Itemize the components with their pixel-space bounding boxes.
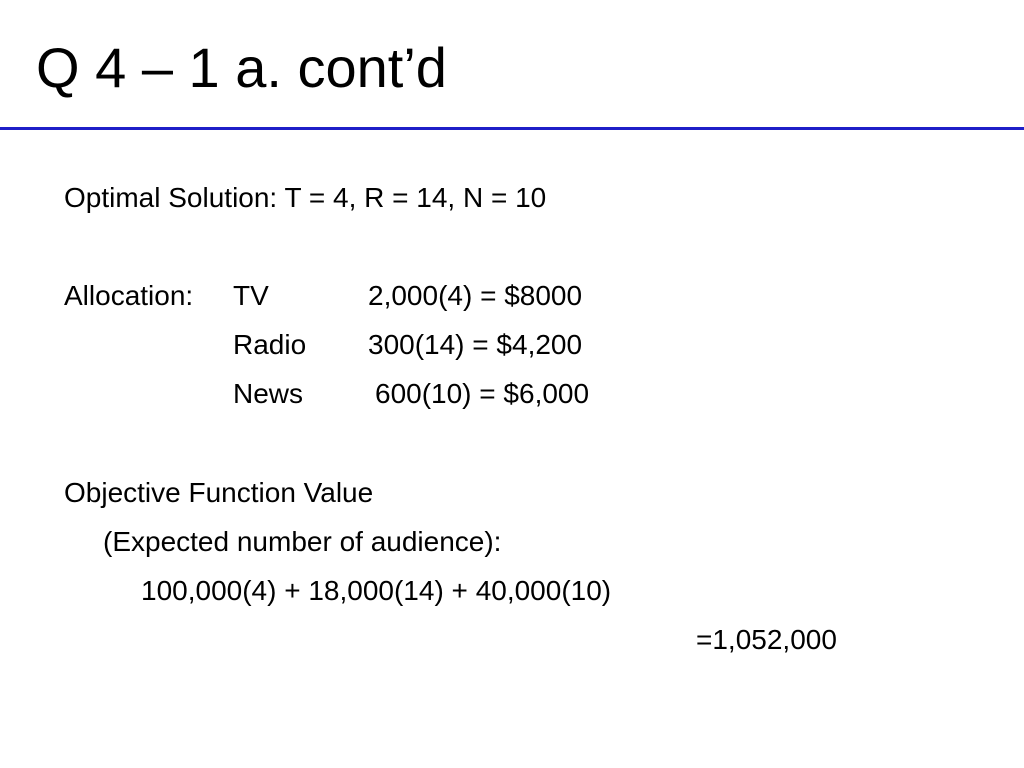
allocation-medium-tv: TV xyxy=(233,280,269,311)
title-divider xyxy=(0,127,1024,130)
objective-heading: Objective Function Value xyxy=(64,477,374,508)
allocation-calc-news: 600(10) = $6,000 xyxy=(375,378,590,409)
objective-expression: 100,000(4) + 18,000(14) + 40,000(10) xyxy=(141,575,612,606)
allocation-medium-radio: Radio xyxy=(233,329,307,360)
allocation-medium-news: News xyxy=(233,378,304,409)
optimal-solution-text: Optimal Solution: T = 4, R = 14, N = 10 xyxy=(64,182,547,213)
objective-result: =1,052,000 xyxy=(696,624,837,655)
allocation-label: Allocation: xyxy=(64,280,194,311)
objective-subheading: (Expected number of audience): xyxy=(103,526,502,557)
allocation-calc-tv: 2,000(4) = $8000 xyxy=(368,280,583,311)
allocation-calc-radio: 300(14) = $4,200 xyxy=(368,329,583,360)
slide-title: Q 4 – 1 a. cont’d xyxy=(36,36,447,99)
